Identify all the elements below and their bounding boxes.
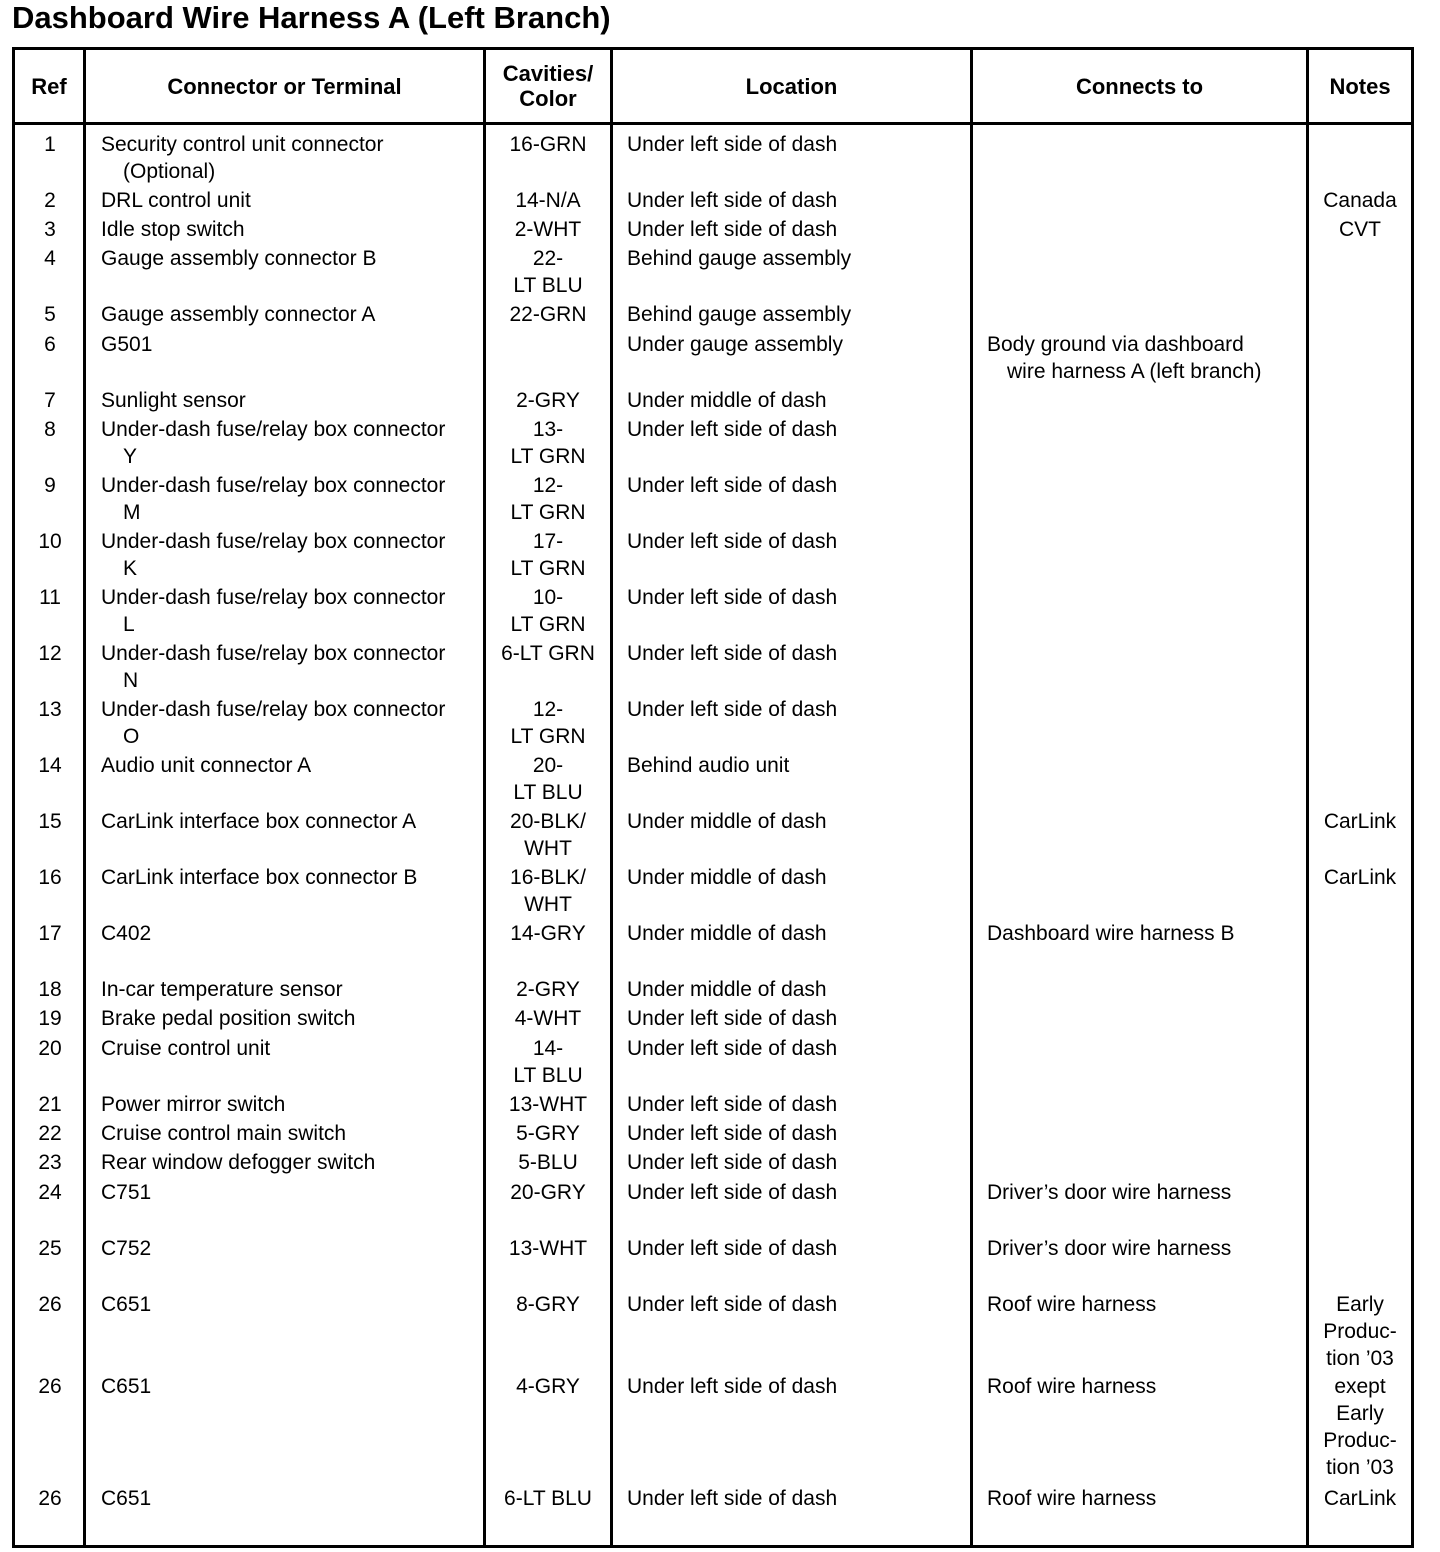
connector-name-cont: K	[123, 557, 138, 580]
ref-value: 5	[44, 303, 56, 326]
row-location	[627, 1091, 977, 1118]
connector-name-cont: M	[123, 501, 141, 524]
connector-name: Gauge assembly connector B	[101, 247, 377, 270]
row-connector	[101, 640, 481, 694]
cavities-value: 13-WHT	[508, 1237, 588, 1260]
connector-name-cont: N	[123, 669, 139, 692]
ref-value: 9	[44, 474, 56, 497]
connector-name: Brake pedal position switch	[101, 1007, 356, 1030]
column-divider	[483, 50, 486, 1545]
cavities-value: 2-GRY	[516, 978, 580, 1001]
connector-name: Under-dash fuse/relay box connector	[101, 530, 446, 553]
cavities-value: 17-	[532, 530, 564, 553]
connector-name: DRL control unit	[101, 189, 251, 212]
row-cavities	[487, 920, 609, 947]
row-location	[627, 187, 977, 214]
connector-name: CarLink interface box connector B	[101, 866, 418, 889]
row-connector	[101, 1035, 481, 1062]
row-location	[627, 1179, 977, 1206]
row-connector	[101, 864, 481, 891]
connects-to-value-cont: wire harness A (left branch)	[1007, 360, 1262, 383]
row-connector	[101, 1120, 481, 1147]
connector-name: C651	[101, 1487, 152, 1510]
ref-value: 12	[38, 642, 62, 665]
row-connects-to	[987, 1485, 1317, 1512]
connector-name: C651	[101, 1375, 152, 1398]
cavities-value: 6-LT GRN	[501, 642, 595, 665]
ref-value: 13	[38, 698, 62, 721]
cavities-value: 14-N/A	[515, 189, 581, 212]
ref-value: 16	[38, 866, 62, 889]
cavities-value: 12-	[532, 698, 564, 721]
connector-name: Under-dash fuse/relay box connector	[101, 586, 446, 609]
location-value: Under left side of dash	[627, 1151, 838, 1174]
row-connector	[101, 245, 481, 272]
row-cavities	[487, 808, 609, 862]
cavities-value: 4-WHT	[514, 1007, 582, 1030]
connector-name: Audio unit connector A	[101, 754, 312, 777]
connector-name: In-car temperature sensor	[101, 978, 343, 1001]
row-location	[627, 331, 977, 358]
row-ref	[15, 752, 85, 779]
row-note	[1309, 808, 1411, 835]
connector-name-cont: Y	[123, 445, 138, 468]
location-value: Under left side of dash	[627, 642, 838, 665]
location-value: Under middle of dash	[627, 922, 827, 945]
location-value: Under left side of dash	[627, 698, 838, 721]
cavities-value: 22-GRN	[509, 303, 587, 326]
row-cavities	[487, 416, 609, 470]
note-value: CVT	[1339, 218, 1381, 241]
row-ref	[15, 131, 85, 158]
cavities-value-cont: LT GRN	[510, 501, 586, 524]
row-cavities	[487, 1373, 609, 1400]
cavities-value: 20-GRY	[510, 1181, 586, 1204]
row-location	[627, 1005, 977, 1032]
ref-value: 15	[38, 810, 62, 833]
row-connector	[101, 331, 481, 358]
ref-value: 17	[38, 922, 62, 945]
ref-value: 26	[38, 1293, 62, 1316]
location-value: Under left side of dash	[627, 1487, 838, 1510]
row-note	[1309, 216, 1411, 243]
row-cavities	[487, 1179, 609, 1206]
row-connects-to	[987, 1179, 1317, 1206]
ref-value: 8	[44, 418, 56, 441]
row-cavities	[487, 752, 609, 806]
cavities-value-cont: WHT	[524, 893, 572, 916]
row-connector	[101, 920, 481, 947]
row-note	[1309, 1291, 1411, 1372]
connects-to-value: Body ground via dashboard	[987, 333, 1244, 356]
row-cavities	[487, 640, 609, 667]
cavities-value: 8-GRY	[516, 1293, 580, 1316]
note-value: Canada	[1323, 189, 1397, 212]
connector-name: Under-dash fuse/relay box connector	[101, 642, 446, 665]
column-divider	[610, 50, 613, 1545]
row-connector	[101, 584, 481, 638]
row-location	[627, 1120, 977, 1147]
cavities-value-cont: LT GRN	[510, 613, 586, 636]
harness-table	[12, 47, 1414, 1548]
cavities-value: 2-GRY	[516, 389, 580, 412]
row-location	[627, 216, 977, 243]
location-value: Under left side of dash	[627, 189, 838, 212]
row-connects-to	[987, 1235, 1317, 1262]
row-location	[627, 387, 977, 414]
cavities-value: 20-BLK/	[510, 810, 586, 833]
location-value: Under left side of dash	[627, 418, 838, 441]
connector-name: Under-dash fuse/relay box connector	[101, 698, 446, 721]
connector-name-cont: L	[123, 613, 135, 636]
row-location	[627, 1149, 977, 1176]
location-value: Under left side of dash	[627, 1007, 838, 1030]
row-cavities	[487, 976, 609, 1003]
connector-name: CarLink interface box connector A	[101, 810, 417, 833]
connector-name: Power mirror switch	[101, 1093, 286, 1116]
row-cavities	[487, 472, 609, 526]
row-ref	[15, 1035, 85, 1062]
row-cavities	[487, 216, 609, 243]
row-location	[627, 1235, 977, 1262]
row-location	[627, 1035, 977, 1062]
note-value: CarLink	[1323, 1487, 1397, 1510]
column-divider	[83, 50, 86, 1545]
location-value: Behind gauge assembly	[627, 247, 852, 270]
row-connector	[101, 1149, 481, 1176]
location-value: Behind gauge assembly	[627, 303, 852, 326]
row-cavities	[487, 528, 609, 582]
location-value: Under left side of dash	[627, 1375, 838, 1398]
row-connector	[101, 752, 481, 779]
cavities-value: 20-	[532, 754, 564, 777]
row-ref	[15, 864, 85, 891]
row-ref	[15, 640, 85, 667]
cavities-value: 14-	[532, 1037, 564, 1060]
row-location	[627, 301, 977, 328]
location-value: Under left side of dash	[627, 218, 838, 241]
row-ref	[15, 472, 85, 499]
connects-to-value: Driver’s door wire harness	[987, 1181, 1232, 1204]
row-connects-to	[987, 920, 1317, 947]
row-location	[627, 245, 977, 272]
row-ref	[15, 187, 85, 214]
row-ref	[15, 1005, 85, 1032]
row-ref	[15, 1179, 85, 1206]
row-cavities	[487, 1091, 609, 1118]
row-location	[627, 472, 977, 499]
row-connector	[101, 1485, 481, 1512]
location-value: Under left side of dash	[627, 530, 838, 553]
row-cavities	[487, 1035, 609, 1089]
connector-name: G501	[101, 333, 153, 356]
row-connector	[101, 528, 481, 582]
row-cavities	[487, 864, 609, 918]
ref-value: 20	[38, 1037, 62, 1060]
note-value: exept Early Produc- tion ’03	[1323, 1375, 1397, 1479]
connector-name: Rear window defogger switch	[101, 1151, 376, 1174]
connects-to-value: Dashboard wire harness B	[987, 922, 1235, 945]
connector-name: Gauge assembly connector A	[101, 303, 376, 326]
ref-value: 4	[44, 247, 56, 270]
location-value: Under left side of dash	[627, 1181, 838, 1204]
location-value: Under left side of dash	[627, 1122, 838, 1145]
header-notes: Notes	[1329, 73, 1391, 99]
row-ref	[15, 1485, 85, 1512]
cavities-value: 5-GRY	[516, 1122, 580, 1145]
row-location	[627, 808, 977, 835]
cavities-value: 14-GRY	[510, 922, 586, 945]
row-ref	[15, 216, 85, 243]
cavities-value-cont: LT BLU	[513, 781, 583, 804]
row-connects-to	[987, 1291, 1317, 1318]
location-value: Under left side of dash	[627, 586, 838, 609]
row-cavities	[487, 1291, 609, 1318]
cavities-value-cont: LT GRN	[510, 445, 586, 468]
row-connector	[101, 976, 481, 1003]
row-ref	[15, 1291, 85, 1318]
cavities-value: 16-GRN	[509, 133, 587, 156]
location-value: Under left side of dash	[627, 1093, 838, 1116]
connector-name-cont: (Optional)	[123, 160, 216, 183]
header-divider	[15, 122, 1411, 125]
cavities-value: 16-BLK/	[510, 866, 586, 889]
connector-name: Sunlight sensor	[101, 389, 246, 412]
row-ref	[15, 245, 85, 272]
cavities-value: 5-BLU	[518, 1151, 578, 1174]
ref-value: 21	[38, 1093, 62, 1116]
location-value: Under middle of dash	[627, 810, 827, 833]
row-ref	[15, 331, 85, 358]
row-connector	[101, 1235, 481, 1262]
row-connector	[101, 416, 481, 470]
ref-value: 1	[44, 133, 56, 156]
cavities-value-cont: LT GRN	[510, 557, 586, 580]
row-ref	[15, 696, 85, 723]
connector-name: Under-dash fuse/relay box connector	[101, 418, 446, 441]
row-cavities	[487, 1485, 609, 1512]
header-cavities: Cavities/ Color	[502, 61, 594, 111]
row-cavities	[487, 1235, 609, 1262]
row-cavities	[487, 187, 609, 214]
row-ref	[15, 1120, 85, 1147]
row-location	[627, 584, 977, 611]
header-connects-to: Connects to	[1075, 73, 1204, 99]
row-connector	[101, 187, 481, 214]
row-note	[1309, 1485, 1411, 1512]
location-value: Under left side of dash	[627, 1037, 838, 1060]
row-cavities	[487, 696, 609, 750]
ref-value: 2	[44, 189, 56, 212]
row-ref	[15, 976, 85, 1003]
row-cavities	[487, 245, 609, 299]
row-ref	[15, 1373, 85, 1400]
row-connector	[101, 696, 481, 750]
ref-value: 6	[44, 333, 56, 356]
row-connects-to	[987, 1373, 1317, 1400]
location-value: Under left side of dash	[627, 133, 838, 156]
row-note	[1309, 187, 1411, 214]
page-title: Dashboard Wire Harness A (Left Branch)	[12, 0, 611, 35]
cavities-value: 22-	[532, 247, 564, 270]
cavities-value: 13-WHT	[508, 1093, 588, 1116]
note-value: Early Produc- tion ’03	[1323, 1293, 1397, 1370]
ref-value: 26	[38, 1375, 62, 1398]
ref-value: 7	[44, 389, 56, 412]
row-connector	[101, 472, 481, 526]
row-cavities	[487, 1005, 609, 1032]
row-ref	[15, 301, 85, 328]
cavities-value-cont: LT BLU	[513, 274, 583, 297]
connector-name: Cruise control main switch	[101, 1122, 347, 1145]
row-cavities	[487, 584, 609, 638]
row-note	[1309, 864, 1411, 891]
row-ref	[15, 584, 85, 611]
row-ref	[15, 1091, 85, 1118]
cavities-value: 2-WHT	[514, 218, 582, 241]
row-location	[627, 1291, 977, 1318]
location-value: Under left side of dash	[627, 1293, 838, 1316]
row-location	[627, 864, 977, 891]
row-location	[627, 1485, 977, 1512]
row-location	[627, 1373, 977, 1400]
row-location	[627, 131, 977, 158]
row-connector	[101, 131, 481, 185]
row-connector	[101, 216, 481, 243]
row-connector	[101, 1091, 481, 1118]
row-cavities	[487, 1120, 609, 1147]
row-connector	[101, 1179, 481, 1206]
row-connector	[101, 1005, 481, 1032]
connects-to-value: Roof wire harness	[987, 1375, 1157, 1398]
connects-to-value: Roof wire harness	[987, 1293, 1157, 1316]
cavities-value: 10-	[532, 586, 564, 609]
connector-name: Under-dash fuse/relay box connector	[101, 474, 446, 497]
location-value: Under middle of dash	[627, 389, 827, 412]
connector-name: Cruise control unit	[101, 1037, 271, 1060]
connector-name: Idle stop switch	[101, 218, 245, 241]
connects-to-value: Roof wire harness	[987, 1487, 1157, 1510]
column-divider	[970, 50, 973, 1545]
ref-value: 24	[38, 1181, 62, 1204]
ref-value: 18	[38, 978, 62, 1001]
row-connector	[101, 808, 481, 835]
cavities-value: 6-LT BLU	[504, 1487, 592, 1510]
ref-value: 25	[38, 1237, 62, 1260]
cavities-value-cont: WHT	[524, 837, 572, 860]
ref-value: 10	[38, 530, 62, 553]
row-cavities	[487, 301, 609, 328]
connector-name-cont: O	[123, 725, 140, 748]
header-location: Location	[745, 73, 838, 99]
row-ref	[15, 808, 85, 835]
row-ref	[15, 1149, 85, 1176]
connector-name: Security control unit connector	[101, 133, 384, 156]
cavities-value-cont: LT BLU	[513, 1064, 583, 1087]
ref-value: 3	[44, 218, 56, 241]
cavities-value: 13-	[532, 418, 564, 441]
row-connector	[101, 1373, 481, 1400]
row-ref	[15, 528, 85, 555]
row-connects-to	[987, 331, 1317, 385]
connector-name: C651	[101, 1293, 152, 1316]
note-value: CarLink	[1323, 810, 1397, 833]
ref-value: 23	[38, 1151, 62, 1174]
location-value: Under middle of dash	[627, 978, 827, 1001]
location-value: Under gauge assembly	[627, 333, 843, 356]
location-value: Under left side of dash	[627, 474, 838, 497]
row-cavities	[487, 387, 609, 414]
connects-to-value: Driver’s door wire harness	[987, 1237, 1232, 1260]
ref-value: 22	[38, 1122, 62, 1145]
row-location	[627, 696, 977, 723]
row-ref	[15, 1235, 85, 1262]
row-cavities	[487, 131, 609, 158]
cavities-value-cont: LT GRN	[510, 725, 586, 748]
location-value: Under middle of dash	[627, 866, 827, 889]
ref-value: 14	[38, 754, 62, 777]
row-connector	[101, 301, 481, 328]
ref-value: 11	[39, 586, 61, 609]
connector-name: C751	[101, 1181, 152, 1204]
note-value: CarLink	[1323, 866, 1397, 889]
row-ref	[15, 920, 85, 947]
ref-value: 26	[38, 1487, 62, 1510]
cavities-value: 12-	[532, 474, 564, 497]
ref-value: 19	[38, 1007, 62, 1030]
row-location	[627, 920, 977, 947]
row-connector	[101, 1291, 481, 1318]
row-location	[627, 640, 977, 667]
row-location	[627, 416, 977, 443]
row-location	[627, 528, 977, 555]
header-connector: Connector or Terminal	[167, 73, 402, 99]
header-ref: Ref	[31, 73, 67, 99]
row-cavities	[487, 1149, 609, 1176]
row-connector	[101, 387, 481, 414]
row-ref	[15, 387, 85, 414]
location-value: Behind audio unit	[627, 754, 790, 777]
row-location	[627, 752, 977, 779]
row-ref	[15, 416, 85, 443]
connector-name: C402	[101, 922, 152, 945]
row-note	[1309, 1373, 1411, 1481]
cavities-value: 4-GRY	[516, 1375, 580, 1398]
connector-name: C752	[101, 1237, 152, 1260]
row-location	[627, 976, 977, 1003]
location-value: Under left side of dash	[627, 1237, 838, 1260]
